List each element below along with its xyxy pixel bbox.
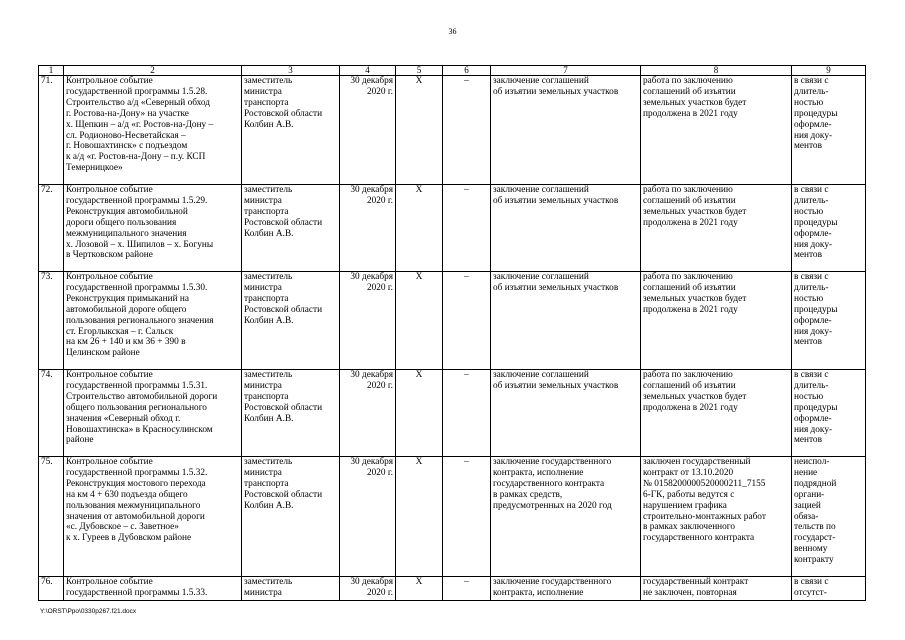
col5-mark: Х <box>396 577 443 601</box>
table-row <box>39 185 866 272</box>
row-number: 71. <box>39 76 64 185</box>
reason: в связи с отсутст- <box>792 577 866 601</box>
actual-status: работа по заключению соглашений об изъятии земельных участков будет продолжена в 2021 году <box>641 370 792 457</box>
header-cell: 1 <box>39 66 64 76</box>
responsible-person: заместитель министра транспорта Ростовской области Колбин А.В. <box>242 457 340 577</box>
row-number: 75. <box>39 457 64 577</box>
header-cell: 5 <box>396 66 443 76</box>
col6-dash: – <box>443 185 491 272</box>
planned-result: заключение соглашений об изъятии земельных участков <box>491 370 641 457</box>
header-cell: 8 <box>641 66 792 76</box>
reason: неиспол- нение подрядной органи- зацией обяза- тельств по государст- венному контракту <box>792 457 866 577</box>
due-date: 30 декабря 2020 г. <box>340 76 396 185</box>
col5-mark: Х <box>396 272 443 370</box>
table-row <box>39 577 866 601</box>
col5-mark: Х <box>396 457 443 577</box>
col6-dash: – <box>443 370 491 457</box>
planned-result: заключение соглашений об изъятии земельных участков <box>491 76 641 185</box>
event-description: Контрольное событие государственной программы 1.5.33. <box>64 577 242 601</box>
event-description: Контрольное событие государственной программы 1.5.28. Строительство а/д «Северный обход г. Ростова-на-Дону» на участке х. Щепкин – а/д «г. Ростов-на-Дону – сл. Родионово-Несветайская – г. Новошахтинск» с подъездом к а/д «г. Ростов-на-Дону – п.у. КСП Темерницкое» <box>64 76 242 185</box>
table-header-row <box>39 66 866 76</box>
header-cell: 4 <box>340 66 396 76</box>
event-description: Контрольное событие государственной программы 1.5.29. Реконструкция автомобильной дороги общего пользования межмуниципального значения х. Лозовой – х. Шипилов – х. Богуны в Чертковском районе <box>64 185 242 272</box>
responsible-person: заместитель министра транспорта Ростовской области Колбин А.В. <box>242 370 340 457</box>
col6-dash: – <box>443 577 491 601</box>
header-cell: 2 <box>64 66 242 76</box>
reason: в связи с длитель- ностью процедуры оформле- ния доку- ментов <box>792 76 866 185</box>
due-date: 30 декабря 2020 г. <box>340 272 396 370</box>
event-description: Контрольное событие государственной программы 1.5.32. Реконструкция мостового перехода на км 4 + 630 подъезда общего пользования межмуниципального значения от автомобильной дороги «с. Дубовское – с. Заветное» к х. Гуреев в Дубовском районе <box>64 457 242 577</box>
reason: в связи с длитель- ностью процедуры оформле- ния доку- ментов <box>792 185 866 272</box>
actual-status: работа по заключению соглашений об изъятии земельных участков будет продолжена в 2021 году <box>641 272 792 370</box>
control-events-table <box>38 65 866 601</box>
planned-result: заключение соглашений об изъятии земельных участков <box>491 185 641 272</box>
table-row <box>39 76 866 185</box>
event-description: Контрольное событие государственной программы 1.5.30. Реконструкция примыканий на автомобильной дороге общего пользования регионального значения ст. Егорлыкская – г. Сальск на км 26 + 140 и км 36 + 390 в Целинском районе <box>64 272 242 370</box>
col5-mark: Х <box>396 76 443 185</box>
reason: в связи с длитель- ностью процедуры оформле- ния доку- ментов <box>792 272 866 370</box>
header-cell: 3 <box>242 66 340 76</box>
responsible-person: заместитель министра транспорта Ростовской области Колбин А.В. <box>242 185 340 272</box>
responsible-person: заместитель министра транспорта Ростовской области Колбин А.В. <box>242 272 340 370</box>
table-row <box>39 370 866 457</box>
due-date: 30 декабря 2020 г. <box>340 577 396 601</box>
col6-dash: – <box>443 76 491 185</box>
header-cell: 9 <box>792 66 866 76</box>
planned-result: заключение государственного контракта, исполнение государственного контракта в рамках средств, предусмотренных на 2020 год <box>491 457 641 577</box>
due-date: 30 декабря 2020 г. <box>340 370 396 457</box>
responsible-person: заместитель министра транспорта Ростовской области Колбин А.В. <box>242 76 340 185</box>
header-cell: 7 <box>491 66 641 76</box>
actual-status: работа по заключению соглашений об изъятии земельных участков будет продолжена в 2021 году <box>641 185 792 272</box>
planned-result: заключение соглашений об изъятии земельных участков <box>491 272 641 370</box>
due-date: 30 декабря 2020 г. <box>340 457 396 577</box>
actual-status: работа по заключению соглашений об изъятии земельных участков будет продолжена в 2021 году <box>641 76 792 185</box>
responsible-person: заместитель министра <box>242 577 340 601</box>
footer-file-path: Y:\ORST\Ppo\0330p267.f21.docx <box>40 608 137 615</box>
reason: в связи с длитель- ностью процедуры оформле- ния доку- ментов <box>792 370 866 457</box>
col5-mark: Х <box>396 185 443 272</box>
col6-dash: – <box>443 272 491 370</box>
planned-result: заключение государственного контракта, исполнение <box>491 577 641 601</box>
table-row <box>39 457 866 577</box>
col6-dash: – <box>443 457 491 577</box>
page-number: 36 <box>448 27 457 36</box>
row-number: 74. <box>39 370 64 457</box>
row-number: 76. <box>39 577 64 601</box>
row-number: 73. <box>39 272 64 370</box>
due-date: 30 декабря 2020 г. <box>340 185 396 272</box>
actual-status: государственный контракт не заключен, повторная <box>641 577 792 601</box>
event-description: Контрольное событие государственной программы 1.5.31. Строительство автомобильной дороги общего пользования регионального значения «Северный обход г. Новошахтинска» в Красносулинском районе <box>64 370 242 457</box>
table-row <box>39 272 866 370</box>
header-cell: 6 <box>443 66 491 76</box>
row-number: 72. <box>39 185 64 272</box>
actual-status: заключен государственный контракт от 13.10.2020 № 0158200000520000211_7155 6-ГК, работы ведутся с нарушением графика строительно-монтажных работ в рамках заключенного государственного контракта <box>641 457 792 577</box>
col5-mark: Х <box>396 370 443 457</box>
